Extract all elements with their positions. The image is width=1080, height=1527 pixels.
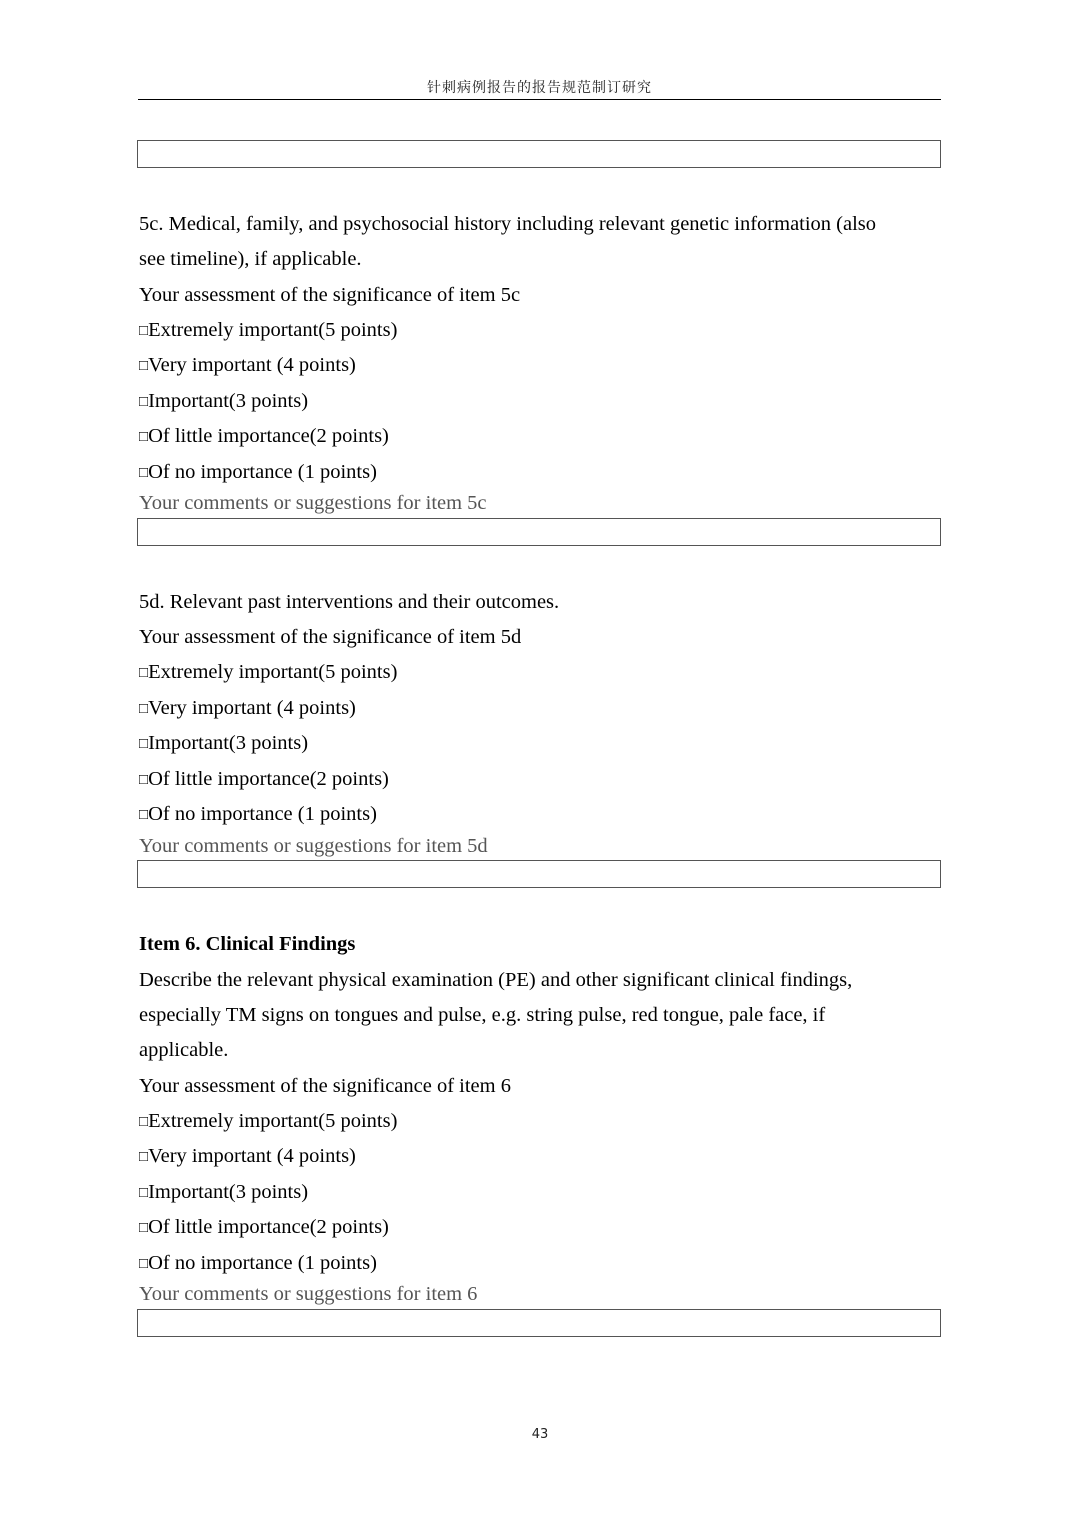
item-5d-option-1[interactable] <box>139 802 377 827</box>
item-5c-description-line-1: 5c. Medical, family, and psychosocial history including relevant genetic information (also <box>139 213 877 235</box>
option-label: Very important (4 points) <box>148 1145 356 1167</box>
checkbox-icon[interactable]: □ <box>139 665 149 681</box>
checkbox-icon[interactable]: □ <box>139 394 149 410</box>
checkbox-icon[interactable]: □ <box>139 429 149 445</box>
item-5c-option-5[interactable] <box>139 318 397 343</box>
item-6-option-4[interactable] <box>139 1144 356 1169</box>
item-5d-option-4[interactable] <box>139 696 356 721</box>
previous-item-comment-box[interactable] <box>137 140 941 168</box>
option-label: Important(3 points) <box>148 1181 309 1203</box>
item-5c-comments-box[interactable] <box>137 518 941 546</box>
checkbox-icon[interactable]: □ <box>139 465 149 481</box>
item-5d-option-3[interactable] <box>139 731 308 756</box>
option-label: Extremely important(5 points) <box>148 661 398 683</box>
checkbox-icon[interactable]: □ <box>139 323 149 339</box>
item-5d-comments-box[interactable] <box>137 860 941 888</box>
option-label: Extremely important(5 points) <box>148 319 398 341</box>
checkbox-icon[interactable]: □ <box>139 1114 149 1130</box>
item-5d-option-5[interactable] <box>139 660 397 685</box>
item-6-option-1[interactable] <box>139 1251 377 1276</box>
item-6-comments-label: Your comments or suggestions for item 6 <box>139 1283 478 1305</box>
item-5d-option-2[interactable] <box>139 767 389 792</box>
checkbox-icon[interactable]: □ <box>139 701 149 717</box>
item-5d-description: 5d. Relevant past interventions and their outcomes. <box>139 591 560 613</box>
item-5c-description-line-2: see timeline), if applicable. <box>139 248 362 270</box>
option-label: Of no importance (1 points) <box>148 1252 377 1274</box>
checkbox-icon[interactable]: □ <box>139 807 149 823</box>
page-number: 43 <box>531 1427 549 1442</box>
option-label: Of little importance(2 points) <box>148 425 389 447</box>
item-6-description-line-1: Describe the relevant physical examination (PE) and other significant clinical findings, <box>139 969 853 991</box>
option-label: Of no importance (1 points) <box>148 803 377 825</box>
item-6-option-5[interactable] <box>139 1109 397 1134</box>
checkbox-icon[interactable]: □ <box>139 736 149 752</box>
item-6-option-3[interactable] <box>139 1180 308 1205</box>
item-5c-option-4[interactable] <box>139 353 356 378</box>
option-label: Extremely important(5 points) <box>148 1110 398 1132</box>
checkbox-icon[interactable]: □ <box>139 1220 149 1236</box>
item-5c-option-3[interactable] <box>139 389 308 414</box>
header-rule <box>138 99 941 100</box>
option-label: Important(3 points) <box>148 390 309 412</box>
option-label: Very important (4 points) <box>148 697 356 719</box>
option-label: Of little importance(2 points) <box>148 1216 389 1238</box>
item-6-description-line-3: applicable. <box>139 1039 229 1061</box>
item-6-assessment-prompt: Your assessment of the significance of item 6 <box>139 1075 511 1097</box>
item-6-heading: Item 6. Clinical Findings <box>139 933 356 955</box>
checkbox-icon[interactable]: □ <box>139 1149 149 1165</box>
checkbox-icon[interactable]: □ <box>139 772 149 788</box>
item-5c-option-2[interactable] <box>139 424 389 449</box>
checkbox-icon[interactable]: □ <box>139 1185 149 1201</box>
checkbox-icon[interactable]: □ <box>139 358 149 374</box>
item-6-option-2[interactable] <box>139 1215 389 1240</box>
item-5c-option-1[interactable] <box>139 460 377 485</box>
item-5d-assessment-prompt: Your assessment of the significance of item 5d <box>139 626 522 648</box>
item-5c-comments-label: Your comments or suggestions for item 5c <box>139 492 487 514</box>
item-6-description-line-2: especially TM signs on tongues and pulse, e.g. string pulse, red tongue, pale face, if <box>139 1004 826 1026</box>
item-5d-comments-label: Your comments or suggestions for item 5d <box>139 835 488 857</box>
option-label: Of little importance(2 points) <box>148 768 389 790</box>
item-5c-assessment-prompt: Your assessment of the significance of item 5c <box>139 284 521 306</box>
option-label: Important(3 points) <box>148 732 309 754</box>
option-label: Of no importance (1 points) <box>148 461 377 483</box>
checkbox-icon[interactable]: □ <box>139 1256 149 1272</box>
item-6-comments-box[interactable] <box>137 1309 941 1337</box>
option-label: Very important (4 points) <box>148 354 356 376</box>
running-header: 针刺病例报告的报告规范制订研究 <box>427 80 652 96</box>
